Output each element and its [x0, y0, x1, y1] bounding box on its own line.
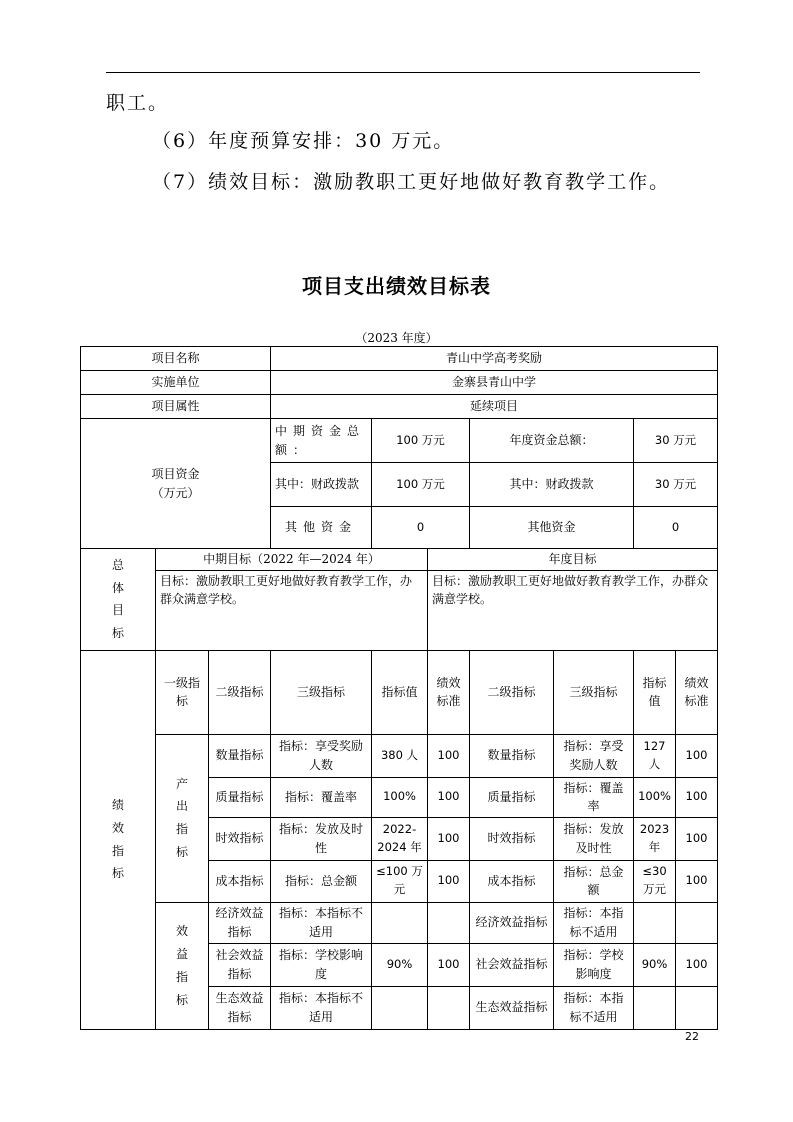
table-row — [81, 347, 718, 371]
row-y-l2: 时效指标 — [470, 817, 554, 860]
table-row — [81, 570, 718, 650]
table-row — [81, 419, 718, 463]
funds-unit: （万元） — [151, 485, 200, 500]
row-y-standard — [676, 902, 718, 943]
year-fiscal-value: 30 万元 — [634, 463, 718, 507]
row-y-l2: 质量指标 — [470, 777, 554, 817]
attr-label: 项目属性 — [81, 395, 271, 419]
benefit-label-cell — [156, 902, 209, 1029]
row-l2: 成本指标 — [209, 860, 271, 902]
row-y-value: ≤30 万元 — [634, 860, 676, 902]
row-value — [372, 902, 428, 943]
intro-line-1: 职工。 — [106, 92, 170, 114]
output-label: 产出指标 — [175, 776, 188, 859]
year-total-value: 30 万元 — [634, 419, 718, 463]
row-value: 100% — [372, 777, 428, 817]
row-value: 380 人 — [372, 734, 428, 777]
row-y-value: 127 人 — [634, 734, 676, 777]
row-y-standard: 100 — [676, 817, 718, 860]
row-standard: 100 — [428, 817, 470, 860]
row-y-standard — [676, 986, 718, 1029]
year-label: （2023 年度） — [355, 331, 438, 345]
row-l3: 指标：总金额 — [271, 860, 372, 902]
year-other-value: 0 — [634, 507, 718, 549]
row-standard: 100 — [428, 860, 470, 902]
row-standard — [428, 986, 470, 1029]
row-y-l3: 指标：享受奖励人数 — [554, 734, 634, 777]
row-y-l3: 指标：覆盖率 — [554, 777, 634, 817]
performance-table — [80, 346, 718, 1030]
unit-value: 金寨县青山中学 — [271, 371, 718, 395]
row-y-l2: 生态效益指标 — [470, 986, 554, 1029]
row-y-value: 90% — [634, 943, 676, 986]
row-l3: 指标：本指标不适用 — [271, 986, 372, 1029]
row-l3: 指标：覆盖率 — [271, 777, 372, 817]
row-l3: 指标：本指标不适用 — [271, 902, 372, 943]
row-y-l2: 数量指标 — [470, 734, 554, 777]
table-row — [81, 902, 718, 943]
row-y-l2: 社会效益指标 — [470, 943, 554, 986]
row-y-standard: 100 — [676, 860, 718, 902]
year-other-label: 其他资金 — [470, 507, 634, 549]
row-y-value: 2023 年 — [634, 817, 676, 860]
row-l2: 时效指标 — [209, 817, 271, 860]
indicators-label-cell — [81, 650, 156, 1029]
row-l2: 生态效益指标 — [209, 986, 271, 1029]
mid-other-value: 0 — [372, 507, 470, 549]
row-y-standard: 100 — [676, 943, 718, 986]
row-y-l3: 指标：学校影响度 — [554, 943, 634, 986]
table-title: 项目支出绩效目标表 — [302, 274, 491, 298]
output-label-cell — [156, 734, 209, 902]
table-row — [81, 650, 718, 734]
indicators-label: 绩效指标 — [111, 798, 124, 881]
intro-line-goal: （7）绩效目标：激励教职工更好地做好教育教学工作。 — [152, 171, 671, 193]
row-y-standard: 100 — [676, 777, 718, 817]
funds-label: 项目资金 — [151, 466, 200, 481]
row-y-value — [634, 986, 676, 1029]
header-y-value: 指标值 — [634, 650, 676, 734]
row-l2: 经济效益指标 — [209, 902, 271, 943]
header-level2: 二级指标 — [209, 650, 271, 734]
row-y-l3: 指标：总金额 — [554, 860, 634, 902]
intro-line-budget: （6）年度预算安排：30 万元。 — [152, 130, 455, 152]
goals-label-cell — [81, 549, 156, 651]
header-rule — [106, 72, 700, 73]
project-name-label: 项目名称 — [81, 347, 271, 371]
mid-goal-header: 中期目标（2022 年—2024 年） — [156, 549, 428, 571]
mid-goal-text: 目标：激励教职工更好地做好教育教学工作，办群众满意学校。 — [156, 570, 428, 650]
header-y-level2: 二级指标 — [470, 650, 554, 734]
row-y-l3: 指标：发放及时性 — [554, 817, 634, 860]
row-l3: 指标：享受奖励人数 — [271, 734, 372, 777]
header-y-level3: 三级指标 — [554, 650, 634, 734]
year-goal-text: 目标：激励教职工更好地做好教育教学工作，办群众满意学校。 — [428, 570, 718, 650]
row-l2: 数量指标 — [209, 734, 271, 777]
year-goal-header: 年度目标 — [428, 549, 718, 571]
row-y-value: 100% — [634, 777, 676, 817]
header-y-standard: 绩效标准 — [676, 650, 718, 734]
year-total-label: 年度资金总额： — [470, 419, 634, 463]
row-l3: 指标：学校影响度 — [271, 943, 372, 986]
row-value: 90% — [372, 943, 428, 986]
row-y-standard: 100 — [676, 734, 718, 777]
row-l2: 社会效益指标 — [209, 943, 271, 986]
row-y-value — [634, 902, 676, 943]
table-row — [81, 371, 718, 395]
row-standard: 100 — [428, 734, 470, 777]
funds-label-cell — [81, 419, 271, 549]
header-level1: 一级指标 — [156, 650, 209, 734]
benefit-label: 效益指标 — [175, 924, 188, 1007]
row-y-l2: 经济效益指标 — [470, 902, 554, 943]
row-l2: 质量指标 — [209, 777, 271, 817]
row-standard: 100 — [428, 777, 470, 817]
unit-label: 实施单位 — [81, 371, 271, 395]
row-value — [372, 986, 428, 1029]
attr-value: 延续项目 — [271, 395, 718, 419]
goals-label: 总体目标 — [111, 557, 124, 641]
table-row — [81, 395, 718, 419]
row-standard: 100 — [428, 943, 470, 986]
header-value: 指标值 — [372, 650, 428, 734]
row-standard — [428, 902, 470, 943]
mid-fiscal-value: 100 万元 — [372, 463, 470, 507]
row-y-l2: 成本指标 — [470, 860, 554, 902]
project-name: 青山中学高考奖励 — [271, 347, 718, 371]
row-y-l3: 指标：本指标不适用 — [554, 902, 634, 943]
header-level3: 三级指标 — [271, 650, 372, 734]
row-value: 2022-2024 年 — [372, 817, 428, 860]
row-value: ≤100 万元 — [372, 860, 428, 902]
page-number: 22 — [685, 1030, 699, 1043]
table-row — [81, 549, 718, 571]
year-fiscal-label: 其中：财政拨款 — [470, 463, 634, 507]
row-l3: 指标：发放及时性 — [271, 817, 372, 860]
mid-other-label: 其他资金 — [271, 507, 372, 549]
table-row — [81, 734, 718, 777]
mid-total-value: 100 万元 — [372, 419, 470, 463]
mid-total-label: 中期资金总额： — [271, 419, 372, 463]
row-y-l3: 指标：本指标不适用 — [554, 986, 634, 1029]
header-standard: 绩效标准 — [428, 650, 470, 734]
mid-fiscal-label: 其中：财政拨款 — [271, 463, 372, 507]
